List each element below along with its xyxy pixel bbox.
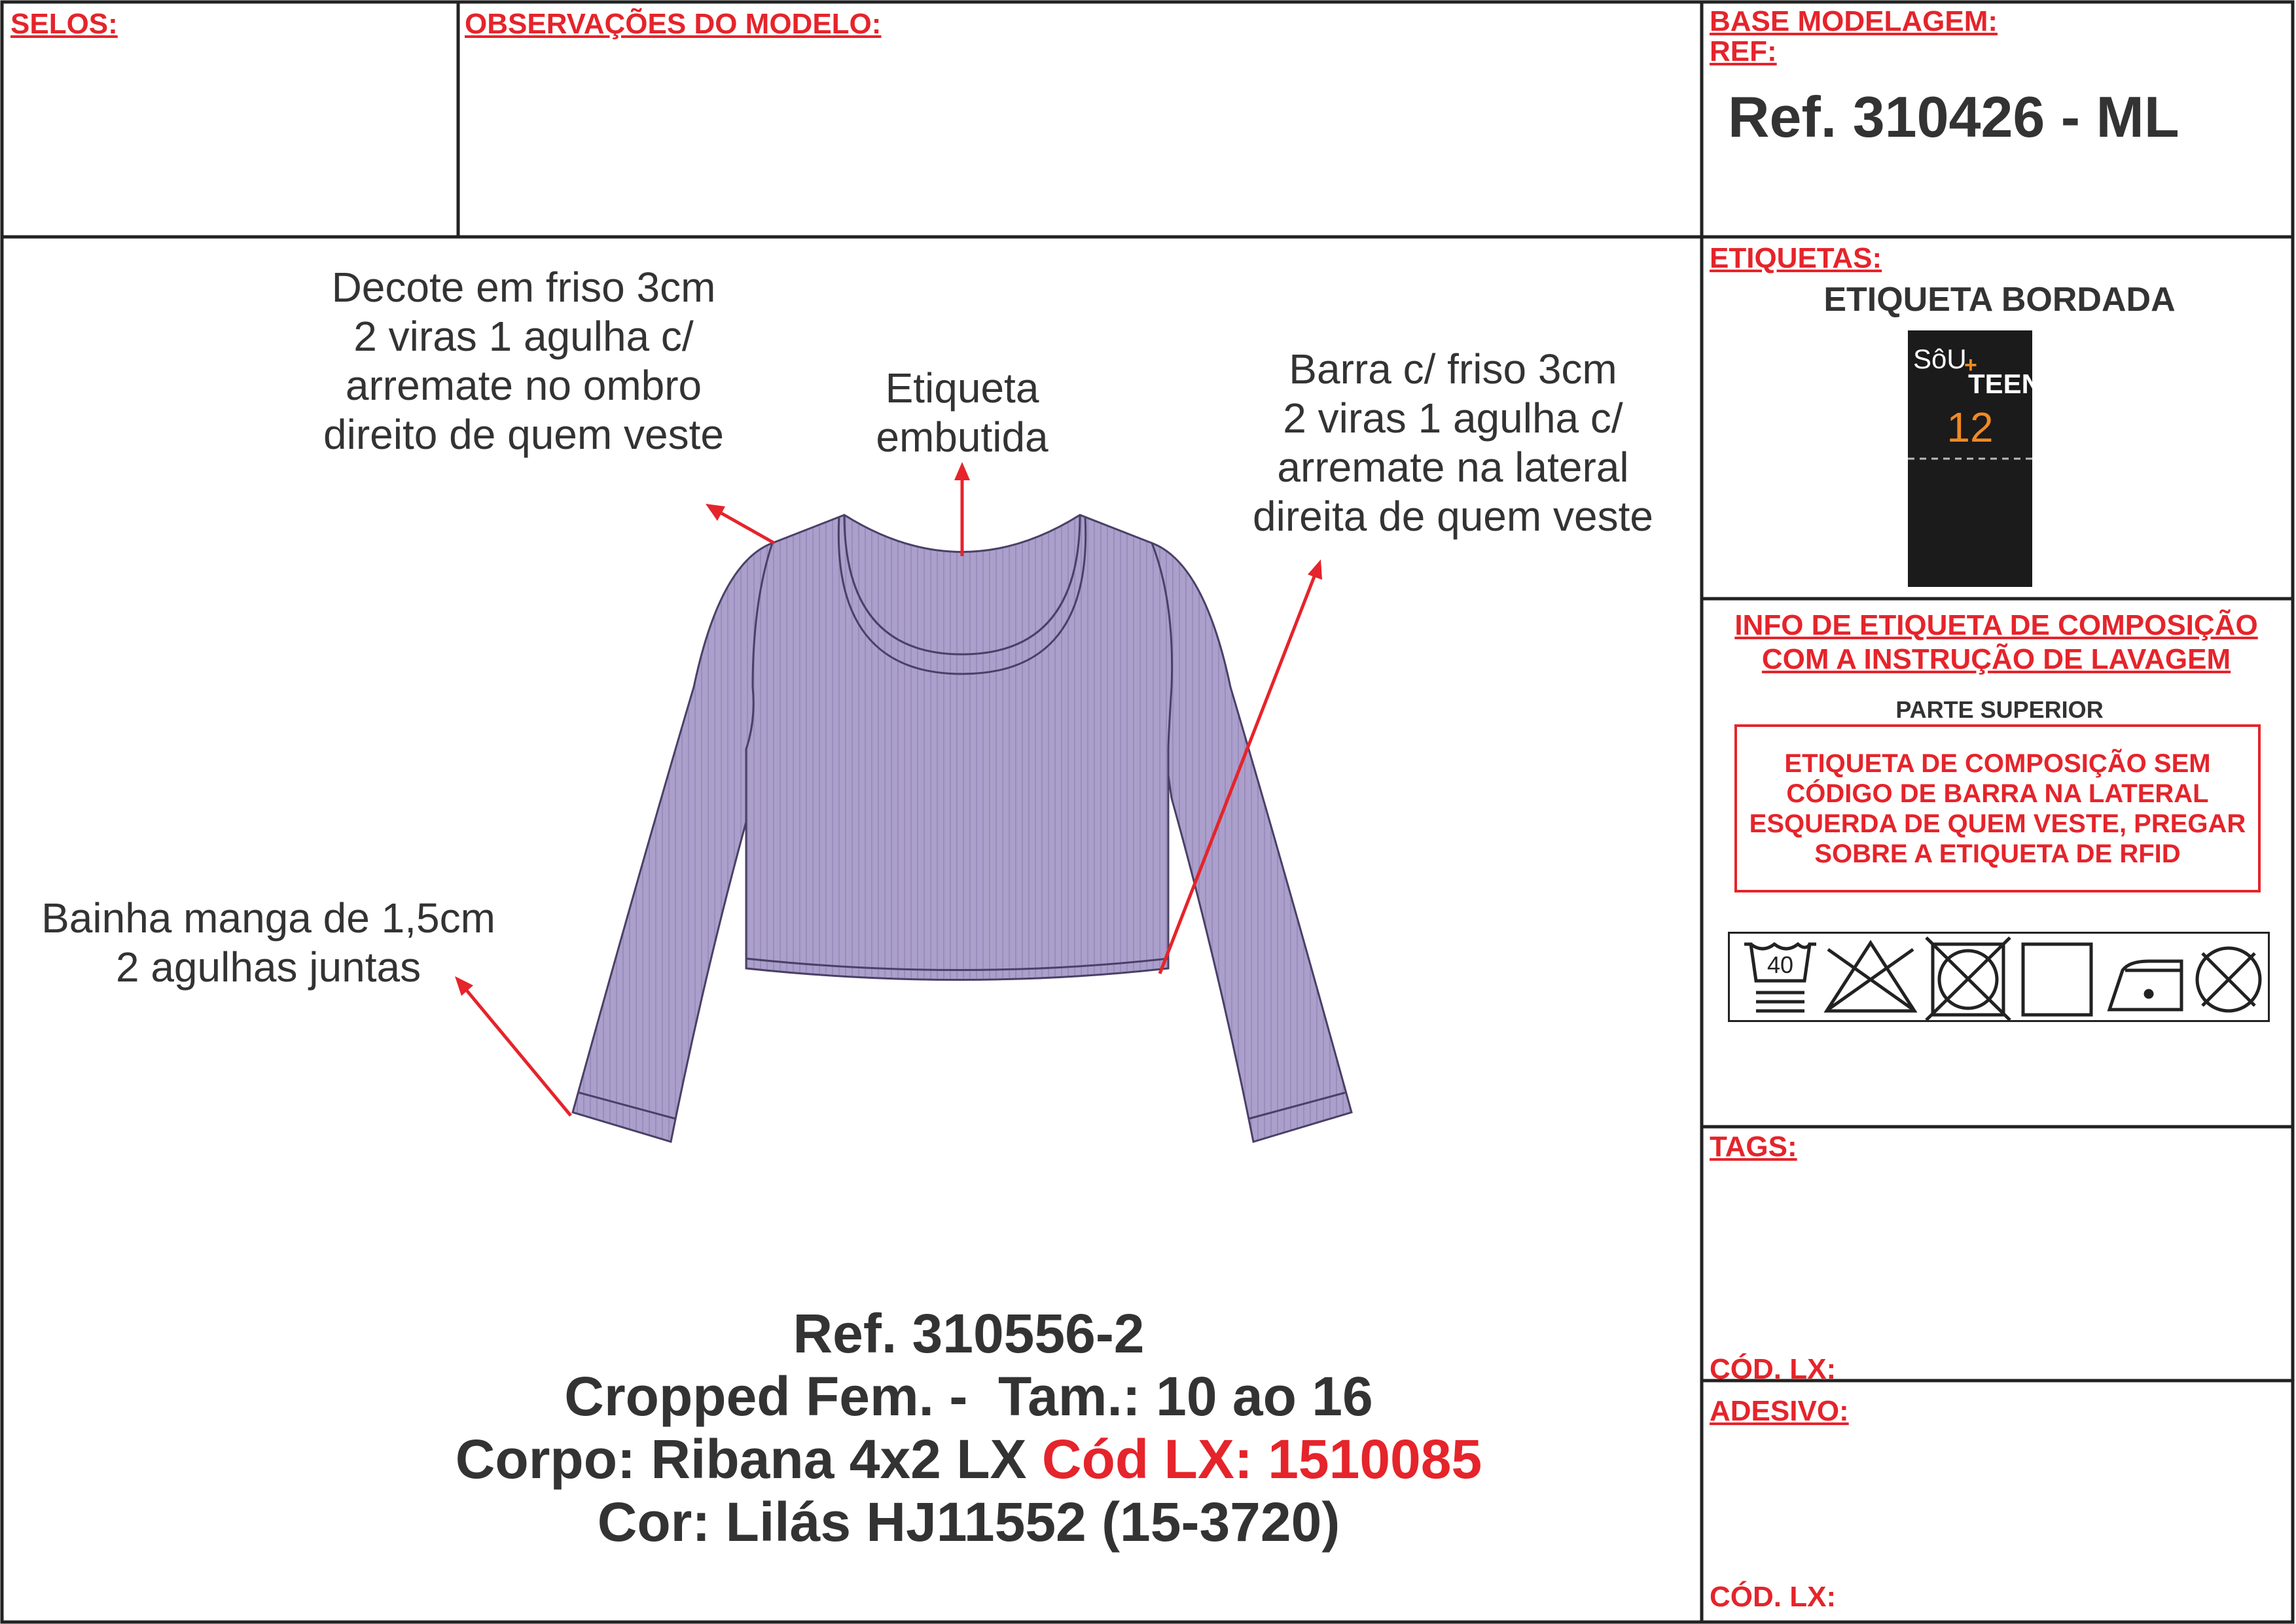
product-info <box>131 1302 1806 1553</box>
svg-text:40: 40 <box>1767 951 1794 978</box>
bainha-annotation: Bainha manga de 1,5cm 2 agulhas juntas <box>41 894 495 991</box>
etiqueta-bordada-title: ETIQUETA BORDADA <box>1823 281 2176 319</box>
product-corpo-line: Corpo: Ribana 4x2 LX Cód LX: 1510085 <box>455 1428 1482 1490</box>
no-tumble-dry-icon <box>1926 938 2010 1020</box>
selos-label: SELOS: <box>10 8 118 40</box>
brand-label-image <box>1908 330 2042 587</box>
care-symbols-strip <box>1728 932 2270 1022</box>
etiquetas-label: ETIQUETAS: <box>1710 242 1882 274</box>
observacoes-label: OBSERVAÇÕES DO MODELO: <box>465 8 882 40</box>
product-name: Cropped Fem. - Tam.: 10 ao 16 <box>564 1366 1373 1427</box>
composition-info-title: INFO DE ETIQUETA DE COMPOSIÇÃO COM A INSTRUÇÃO DE LAVAGEM <box>1734 609 2258 675</box>
composition-note-box: ETIQUETA DE COMPOSIÇÃO SEM CÓDIGO DE BARRA NA LATERAL ESQUERDA DE QUEM VESTE, PREGAR SOBRE A ETIQUETA DE RFID <box>1734 724 2261 892</box>
product-cod-lx: Cód LX: 1510085 <box>1041 1428 1482 1490</box>
garment-body <box>746 515 1172 980</box>
ref-label: REF: <box>1710 35 1777 67</box>
barra-annotation: Barra c/ friso 3cm 2 viras 1 agulha c/ arremate na lateral direita de quem veste <box>1253 345 1653 540</box>
no-bleach-icon <box>1827 943 1914 1011</box>
tags-label: TAGS: <box>1710 1131 1797 1163</box>
product-ref: Ref. 310556-2 <box>793 1303 1145 1364</box>
wash-40-icon <box>1744 944 1816 1011</box>
tags-cod-label: CÓD. LX: <box>1710 1353 1837 1385</box>
tag-brand-sou: SôU <box>1913 344 1967 374</box>
base-ref-value: Ref. 310426 - ML <box>1728 84 2179 149</box>
iron-low-icon <box>2109 961 2181 1010</box>
tag-brand-teen: TEEN <box>1968 368 2042 399</box>
tag-size: 12 <box>1946 404 1994 451</box>
svg-text:+: + <box>1964 353 1977 378</box>
product-cor: Cor: Lilás HJ11552 (15-3720) <box>597 1491 1340 1553</box>
left-sleeve <box>573 543 772 1142</box>
no-dry-clean-icon <box>2197 948 2260 1011</box>
decote-annotation: Decote em friso 3cm 2 viras 1 agulha c/ arremate no ombro direito de quem veste <box>323 264 724 458</box>
right-sleeve <box>1152 543 1352 1142</box>
base-modelagem-label: BASE MODELAGEM: <box>1710 5 1998 37</box>
etiqueta-annotation: Etiqueta embutida <box>876 364 1049 461</box>
dry-flat-icon <box>2023 944 2091 1015</box>
adesivo-cod-label: CÓD. LX: <box>1710 1581 1837 1613</box>
parte-superior-label: PARTE SUPERIOR <box>1895 696 2104 723</box>
adesivo-label: ADESIVO: <box>1710 1395 1849 1427</box>
